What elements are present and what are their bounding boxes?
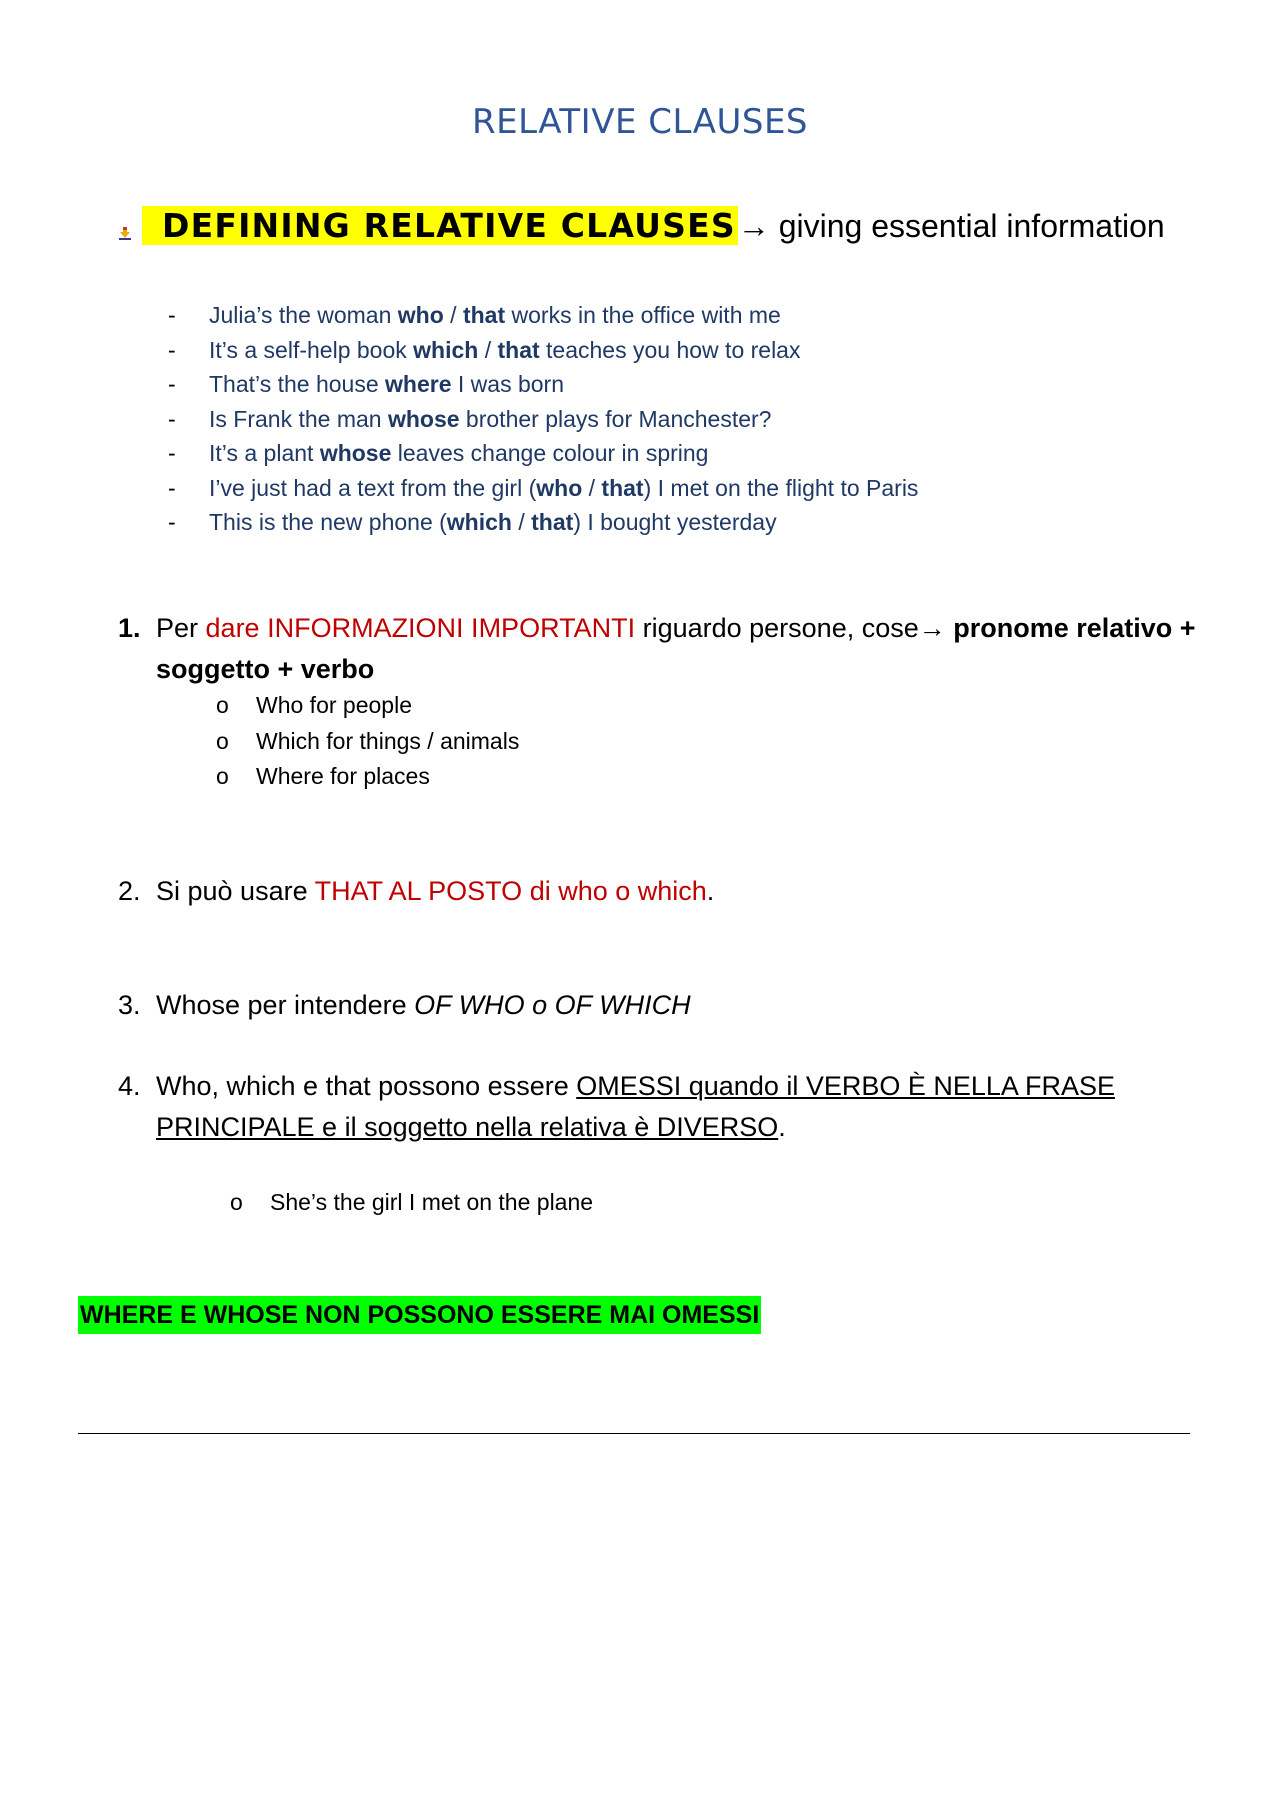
rule-4: 4. Who, which e that possono essere OMESSI quando il VERBO È NELLA FRASE PRINCIPALE e il soggetto nella relativa è DIVERSO.: [118, 1071, 1115, 1142]
section-heading: [118, 206, 1165, 245]
list-item: o Who for people: [216, 692, 412, 718]
list-item: o She’s the girl I met on the plane: [230, 1189, 594, 1215]
highlighted-note: WHERE E WHOSE NON POSSONO ESSERE MAI OMESSI: [78, 1296, 761, 1334]
list-item: - Is Frank the man whose brother plays for Manchester?: [168, 405, 772, 432]
rule-4-sublist: [230, 1185, 593, 1221]
rule-1-sublist: [216, 688, 519, 795]
rule-3: 3. Whose per intendere OF WHO o OF WHICH: [118, 990, 691, 1020]
ribbon-bullet-icon: [118, 226, 132, 240]
list-item: - This is the new phone (which / that) I bought yesterday: [168, 509, 777, 535]
rule-1: 1. Per dare INFORMAZIONI IMPORTANTI riguardo persone, cose→ pronome relativo + soggetto + verbo: [118, 613, 1196, 684]
list-item: o Where for places: [216, 763, 430, 789]
section-heading-arrow: →: [737, 208, 770, 244]
list-item: o Which for things / animals: [216, 727, 520, 754]
examples-list: [168, 298, 918, 540]
list-item: - I’ve just had a text from the girl (who / that) I met on the flight to Paris: [168, 474, 919, 501]
section-heading-tail: giving essential information: [769, 208, 1165, 244]
list-item: - It’s a plant whose leaves change colour in spring: [168, 440, 709, 466]
list-item: - That’s the house where I was born: [168, 371, 565, 397]
rule-2: 2. Si può usare THAT AL POSTO di who o which.: [118, 876, 715, 906]
divider-line: [78, 1433, 1190, 1434]
section-heading-highlight: DEFINING RELATIVE CLAUSES: [142, 206, 738, 245]
page-title: RELATIVE CLAUSES: [471, 102, 809, 142]
list-item: - It’s a self-help book which / that teaches you how to relax: [168, 336, 801, 363]
list-item: - Julia’s the woman who / that works in the office with me: [168, 302, 781, 328]
